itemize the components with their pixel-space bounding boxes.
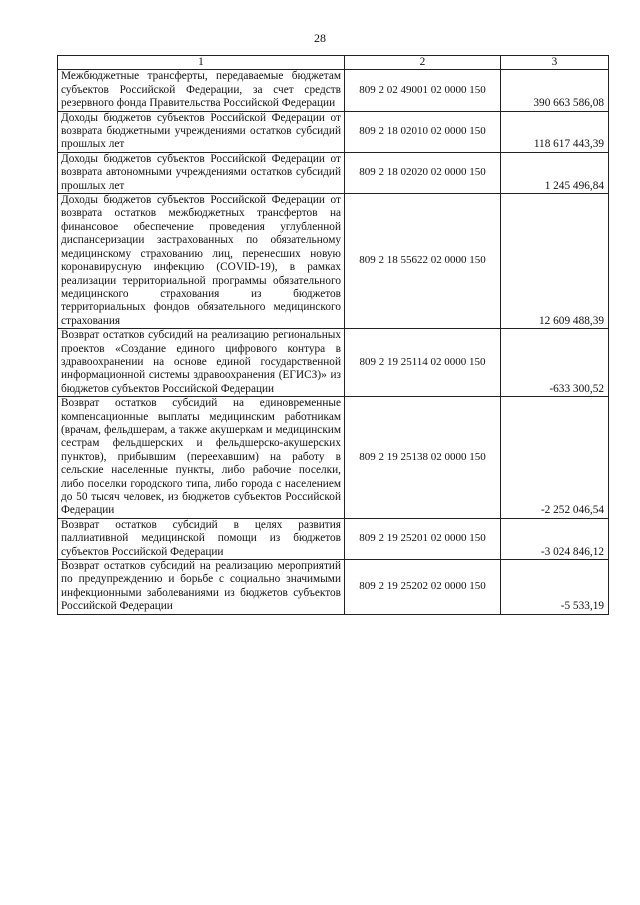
row-code: 809 2 19 25138 02 0000 150 (345, 397, 501, 519)
table-row (58, 194, 609, 329)
row-name: Доходы бюджетов субъектов Российской Федерации от возврата автономными учреждениями остатков субсидий прошлых лет (58, 152, 345, 193)
table-row (58, 152, 609, 193)
row-code: 809 2 19 25202 02 0000 150 (345, 560, 501, 615)
row-name: Доходы бюджетов субъектов Российской Федерации от возврата бюджетными учреждениями остатков субсидий прошлых лет (58, 111, 345, 152)
row-amount: -2 252 046,54 (501, 397, 609, 519)
row-name: Межбюджетные трансферты, передаваемые бюджетам субъектов Российской Федерации, за счет средств резервного фонда Правительства Российской Федерации (58, 70, 345, 111)
row-code: 809 2 18 02010 02 0000 150 (345, 111, 501, 152)
row-amount: 390 663 586,08 (501, 70, 609, 111)
row-code: 809 2 19 25201 02 0000 150 (345, 518, 501, 559)
header-col-2: 2 (345, 56, 501, 70)
row-code: 809 2 18 55622 02 0000 150 (345, 194, 501, 329)
row-amount: -3 024 846,12 (501, 518, 609, 559)
row-name: Возврат остатков субсидий на единовременные компенсационные выплаты медицинским работникам (врачам, фельдшерам, а также акушеркам и медицинским сестрам фельдшерских и фельдшерско-акушерских пунктов), прибывшим (переехавшим) на работу в сельские населенные пункты, либо рабочие поселки, либо поселки городского типа, либо города с населением до 50 тысяч человек, из бюджетов субъектов Российской Федерации (58, 397, 345, 519)
page-number: 28 (314, 31, 326, 45)
header-col-3: 3 (501, 56, 609, 70)
row-amount: 118 617 443,39 (501, 111, 609, 152)
budget-table (57, 55, 609, 615)
row-name: Доходы бюджетов субъектов Российской Федерации от возврата остатков межбюджетных трансфертов на финансовое обеспечение проведения углубленной диспансеризации застрахованных по обязательному медицинскому страхованию лиц, перенесших новую коронавирусную инфекцию (COVID-19), в рамках реализации территориальной программы обязательного медицинского страхования из бюджетов территориальных фондов обязательного медицинского страхования (58, 194, 345, 329)
row-code: 809 2 02 49001 02 0000 150 (345, 70, 501, 111)
header-row (58, 56, 609, 70)
row-name: Возврат остатков субсидий на реализацию мероприятий по предупреждению и борьбе с социально значимыми инфекционными заболеваниями из бюджетов субъектов Российской Федерации (58, 560, 345, 615)
row-name: Возврат остатков субсидий в целях развития паллиативной медицинской помощи из бюджетов субъектов Российской Федерации (58, 518, 345, 559)
table-row (58, 329, 609, 397)
table-row (58, 397, 609, 519)
row-amount: -5 533,19 (501, 560, 609, 615)
row-amount: -633 300,52 (501, 329, 609, 397)
row-name: Возврат остатков субсидий на реализацию региональных проектов «Создание единого цифрового контура в здравоохранении на основе единой государственной информационной системы здравоохранения (ЕГИСЗ)» из бюджетов субъектов Российской Федерации (58, 329, 345, 397)
row-code: 809 2 19 25114 02 0000 150 (345, 329, 501, 397)
table-row (58, 518, 609, 559)
table-row (58, 70, 609, 111)
row-amount: 12 609 488,39 (501, 194, 609, 329)
table-row (58, 560, 609, 615)
table-row (58, 111, 609, 152)
row-code: 809 2 18 02020 02 0000 150 (345, 152, 501, 193)
row-amount: 1 245 496,84 (501, 152, 609, 193)
header-col-1: 1 (58, 56, 345, 70)
